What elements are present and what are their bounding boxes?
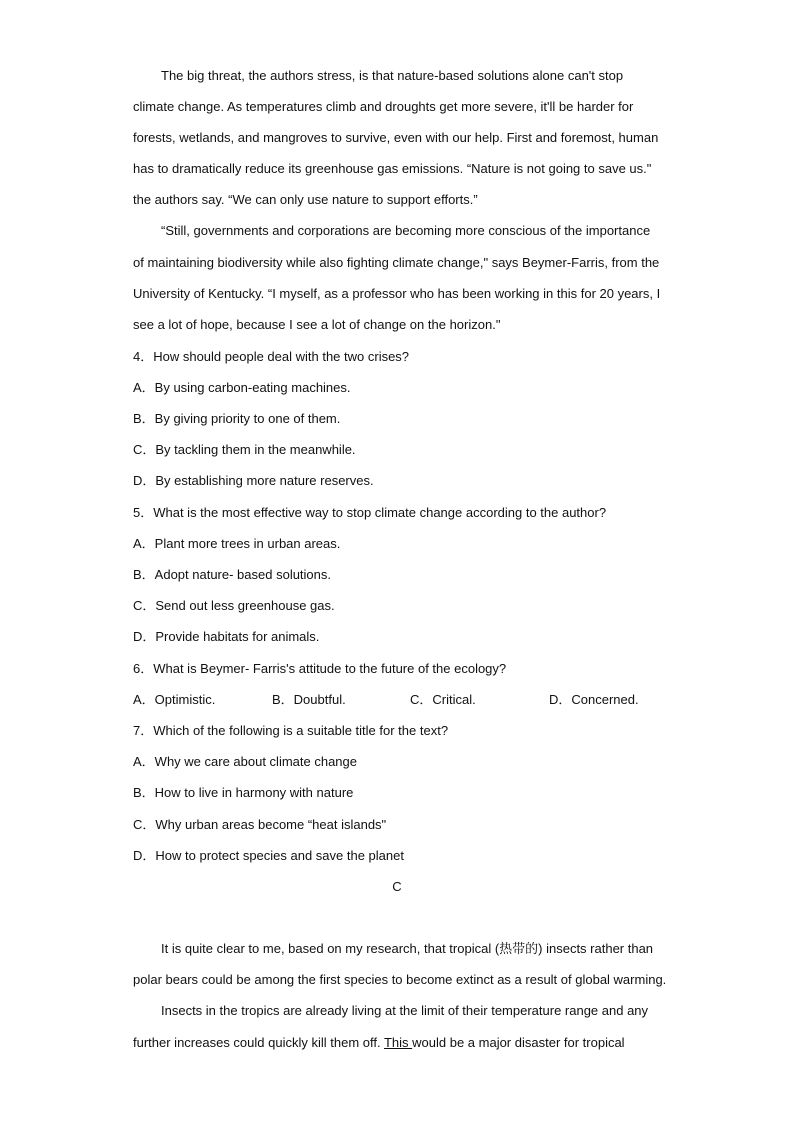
text-run: further increases could quickly kill them off. [133,1035,384,1050]
answer-option: D．Concerned. [549,692,639,707]
paragraph-line: “Still, governments and corporations are becoming more conscious of the importance [161,223,651,238]
answer-option: A．By using carbon-eating machines. [133,380,351,395]
answer-option: A．Plant more trees in urban areas. [133,536,341,551]
answer-option: D．By establishing more nature reserves. [133,473,374,488]
paragraph-line [133,1035,625,1051]
answer-option: A．Optimistic. [133,692,216,707]
answer-option: D．How to protect species and save the planet [133,848,404,863]
answer-option: D．Provide habitats for animals. [133,629,320,644]
text-run: would be a major disaster for tropical [412,1035,625,1050]
paragraph-line: forests, wetlands, and mangroves to survive, even with our help. First and foremost, human [133,130,659,145]
answer-option: C．Send out less greenhouse gas. [133,598,335,613]
answer-option: B．How to live in harmony with nature [133,785,354,800]
paragraph-line: It is quite clear to me, based on my research, that tropical (热带的) insects rather than [161,941,654,956]
question-stem: 4．How should people deal with the two crises? [133,349,410,364]
paragraph-line: see a lot of hope, because I see a lot of change on the horizon." [133,317,501,332]
paragraph-line: polar bears could be among the first species to become extinct as a result of global warming. [133,972,667,987]
paragraph-line: has to dramatically reduce its greenhouse gas emissions. “Nature is not going to save us." [133,161,652,176]
paragraph-line: Insects in the tropics are already living at the limit of their temperature range and any [161,1003,649,1018]
paragraph-line: of maintaining biodiversity while also fighting climate change," says Beymer-Farris, from the [133,255,660,270]
paragraph-line: climate change. As temperatures climb and droughts get more severe, it'll be harder for [133,99,634,114]
answer-option: A．Why we care about climate change [133,754,357,769]
answer-option: C．By tackling them in the meanwhile. [133,442,356,457]
question-stem: 7．Which of the following is a suitable title for the text? [133,723,449,738]
question-stem: 5．What is the most effective way to stop climate change according to the author? [133,505,607,520]
paragraph-line: The big threat, the authors stress, is that nature-based solutions alone can't stop [161,68,624,83]
answer-option: B．Adopt nature- based solutions. [133,567,332,582]
section-heading: C [392,879,402,894]
answer-option: C．Critical. [410,692,476,707]
answer-option: B．Doubtful. [272,692,346,707]
paragraph-line: University of Kentucky. “I myself, as a professor who has been working in this for 20 years, I [133,286,661,301]
paragraph-line: the authors say. “We can only use nature to support efforts.” [133,192,478,207]
underlined-word: This [383,1035,413,1050]
question-stem: 6．What is Beymer- Farris's attitude to the future of the ecology? [133,661,507,676]
answer-option: B．By giving priority to one of them. [133,411,341,426]
answer-option: C．Why urban areas become “heat islands" [133,817,387,832]
